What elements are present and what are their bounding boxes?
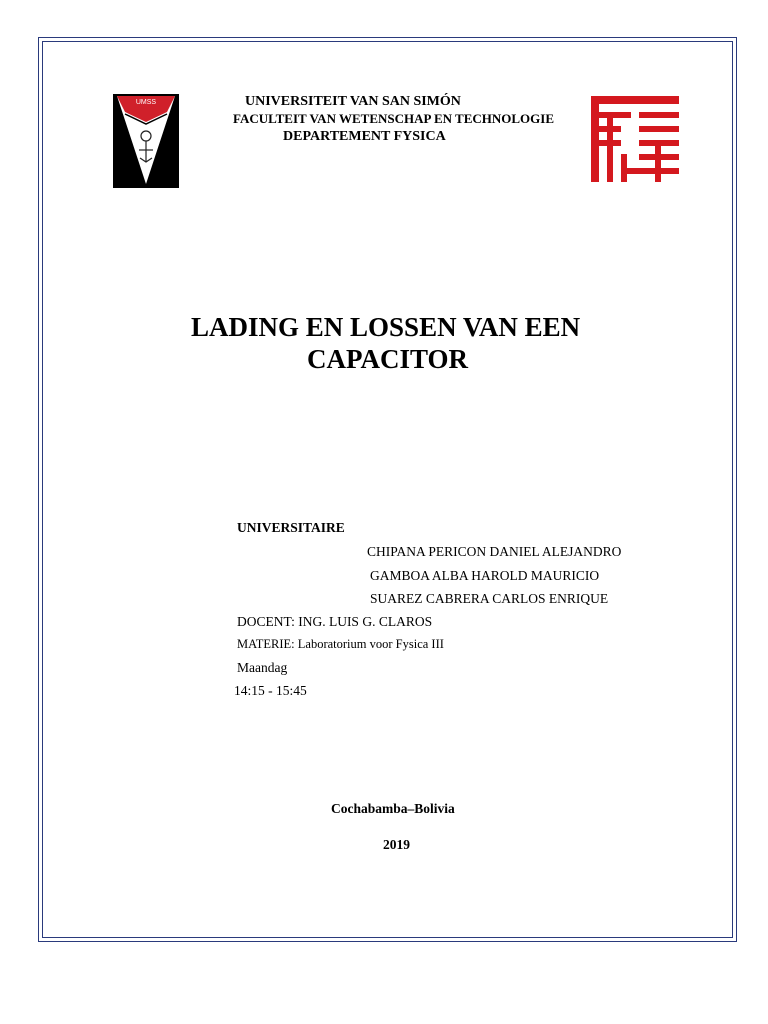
students-label: UNIVERSITAIRE bbox=[237, 520, 345, 535]
university-name: UNIVERSITEIT VAN SAN SIMÓN bbox=[245, 94, 461, 109]
document-title-line1: LADING EN LOSSEN VAN EEN bbox=[191, 312, 581, 342]
time-line: 14:15 - 15:45 bbox=[234, 683, 307, 698]
document-title-line2: CAPACITOR bbox=[307, 344, 469, 374]
teacher-line: DOCENT: ING. LUIS G. CLAROS bbox=[237, 614, 433, 629]
day-line: Maandag bbox=[237, 660, 288, 675]
fcyt-logo-icon bbox=[591, 96, 679, 182]
year-line: 2019 bbox=[383, 837, 410, 852]
place-line: Cochabamba–Bolivia bbox=[331, 801, 455, 816]
department-name: DEPARTEMENT FYSICA bbox=[283, 129, 446, 144]
subject-line: MATERIE: Laboratorium voor Fysica III bbox=[237, 637, 444, 651]
student-name: CHIPANA PERICON DANIEL ALEJANDRO bbox=[367, 544, 622, 559]
student-name: SUAREZ CABRERA CARLOS ENRIQUE bbox=[370, 591, 609, 606]
umss-logo-text: UMSS bbox=[135, 99, 157, 106]
umss-shield-icon bbox=[113, 94, 179, 188]
student-name: GAMBOA ALBA HAROLD MAURICIO bbox=[370, 568, 600, 583]
faculty-name: FACULTEIT VAN WETENSCHAP EN TECHNOLOGIE bbox=[233, 111, 555, 126]
